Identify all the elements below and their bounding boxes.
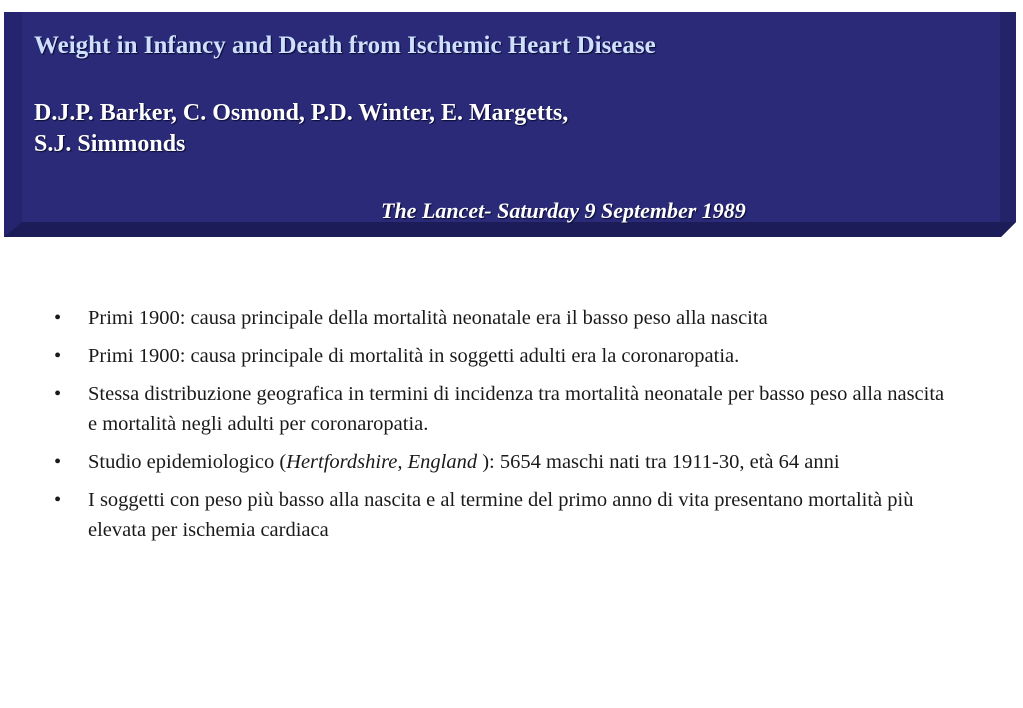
bullet-item: [52, 341, 952, 371]
bullet-text-italic: Hertfordshire, England: [286, 451, 483, 473]
authors: [34, 98, 568, 160]
bullet-text: Primi 1900: causa principale di mortalità in soggetti adulti era la coronaropatia.: [88, 345, 740, 367]
bullet-text: Stessa distribuzione geografica in termini di incidenza tra mortalità neonatale per basso peso alla nascita e mortalità negli adulti per coronaropatia.: [88, 383, 945, 435]
bullet-text: I soggetti con peso più basso alla nascita e al termine del primo anno di vita presentano mortalità più elevata per ischemia cardiaca: [88, 489, 914, 541]
bullet-dot: •: [54, 307, 62, 329]
bullet-dot: •: [54, 383, 62, 405]
bullet-item: [52, 303, 952, 333]
bullet-text: Primi 1900: causa principale della mortalità neonatale era il basso peso alla nascita: [88, 307, 768, 329]
bullet-list: [52, 303, 952, 553]
title-banner: [4, 12, 1016, 237]
bullet-dot: •: [54, 489, 62, 511]
bullet-text-after: ): 5654 maschi nati tra 1911-30, età 64 anni: [482, 451, 840, 473]
slide-title: Weight in Infancy and Death from Ischemic Heart Disease: [34, 32, 656, 59]
bullet-item: [52, 379, 952, 439]
bullet-text: [88, 451, 840, 473]
authors-line-1: D.J.P. Barker, C. Osmond, P.D. Winter, E. Margetts,: [34, 100, 569, 126]
bullet-item: [52, 447, 952, 477]
bullet-item: [52, 485, 952, 545]
bullet-dot: •: [54, 451, 62, 473]
authors-line-2: S.J. Simmonds: [34, 131, 186, 157]
bullet-text-before: Studio epidemiologico (: [88, 451, 287, 473]
bullet-dot: •: [54, 345, 62, 367]
journal-citation: The Lancet- Saturday 9 September 1989: [381, 198, 746, 223]
